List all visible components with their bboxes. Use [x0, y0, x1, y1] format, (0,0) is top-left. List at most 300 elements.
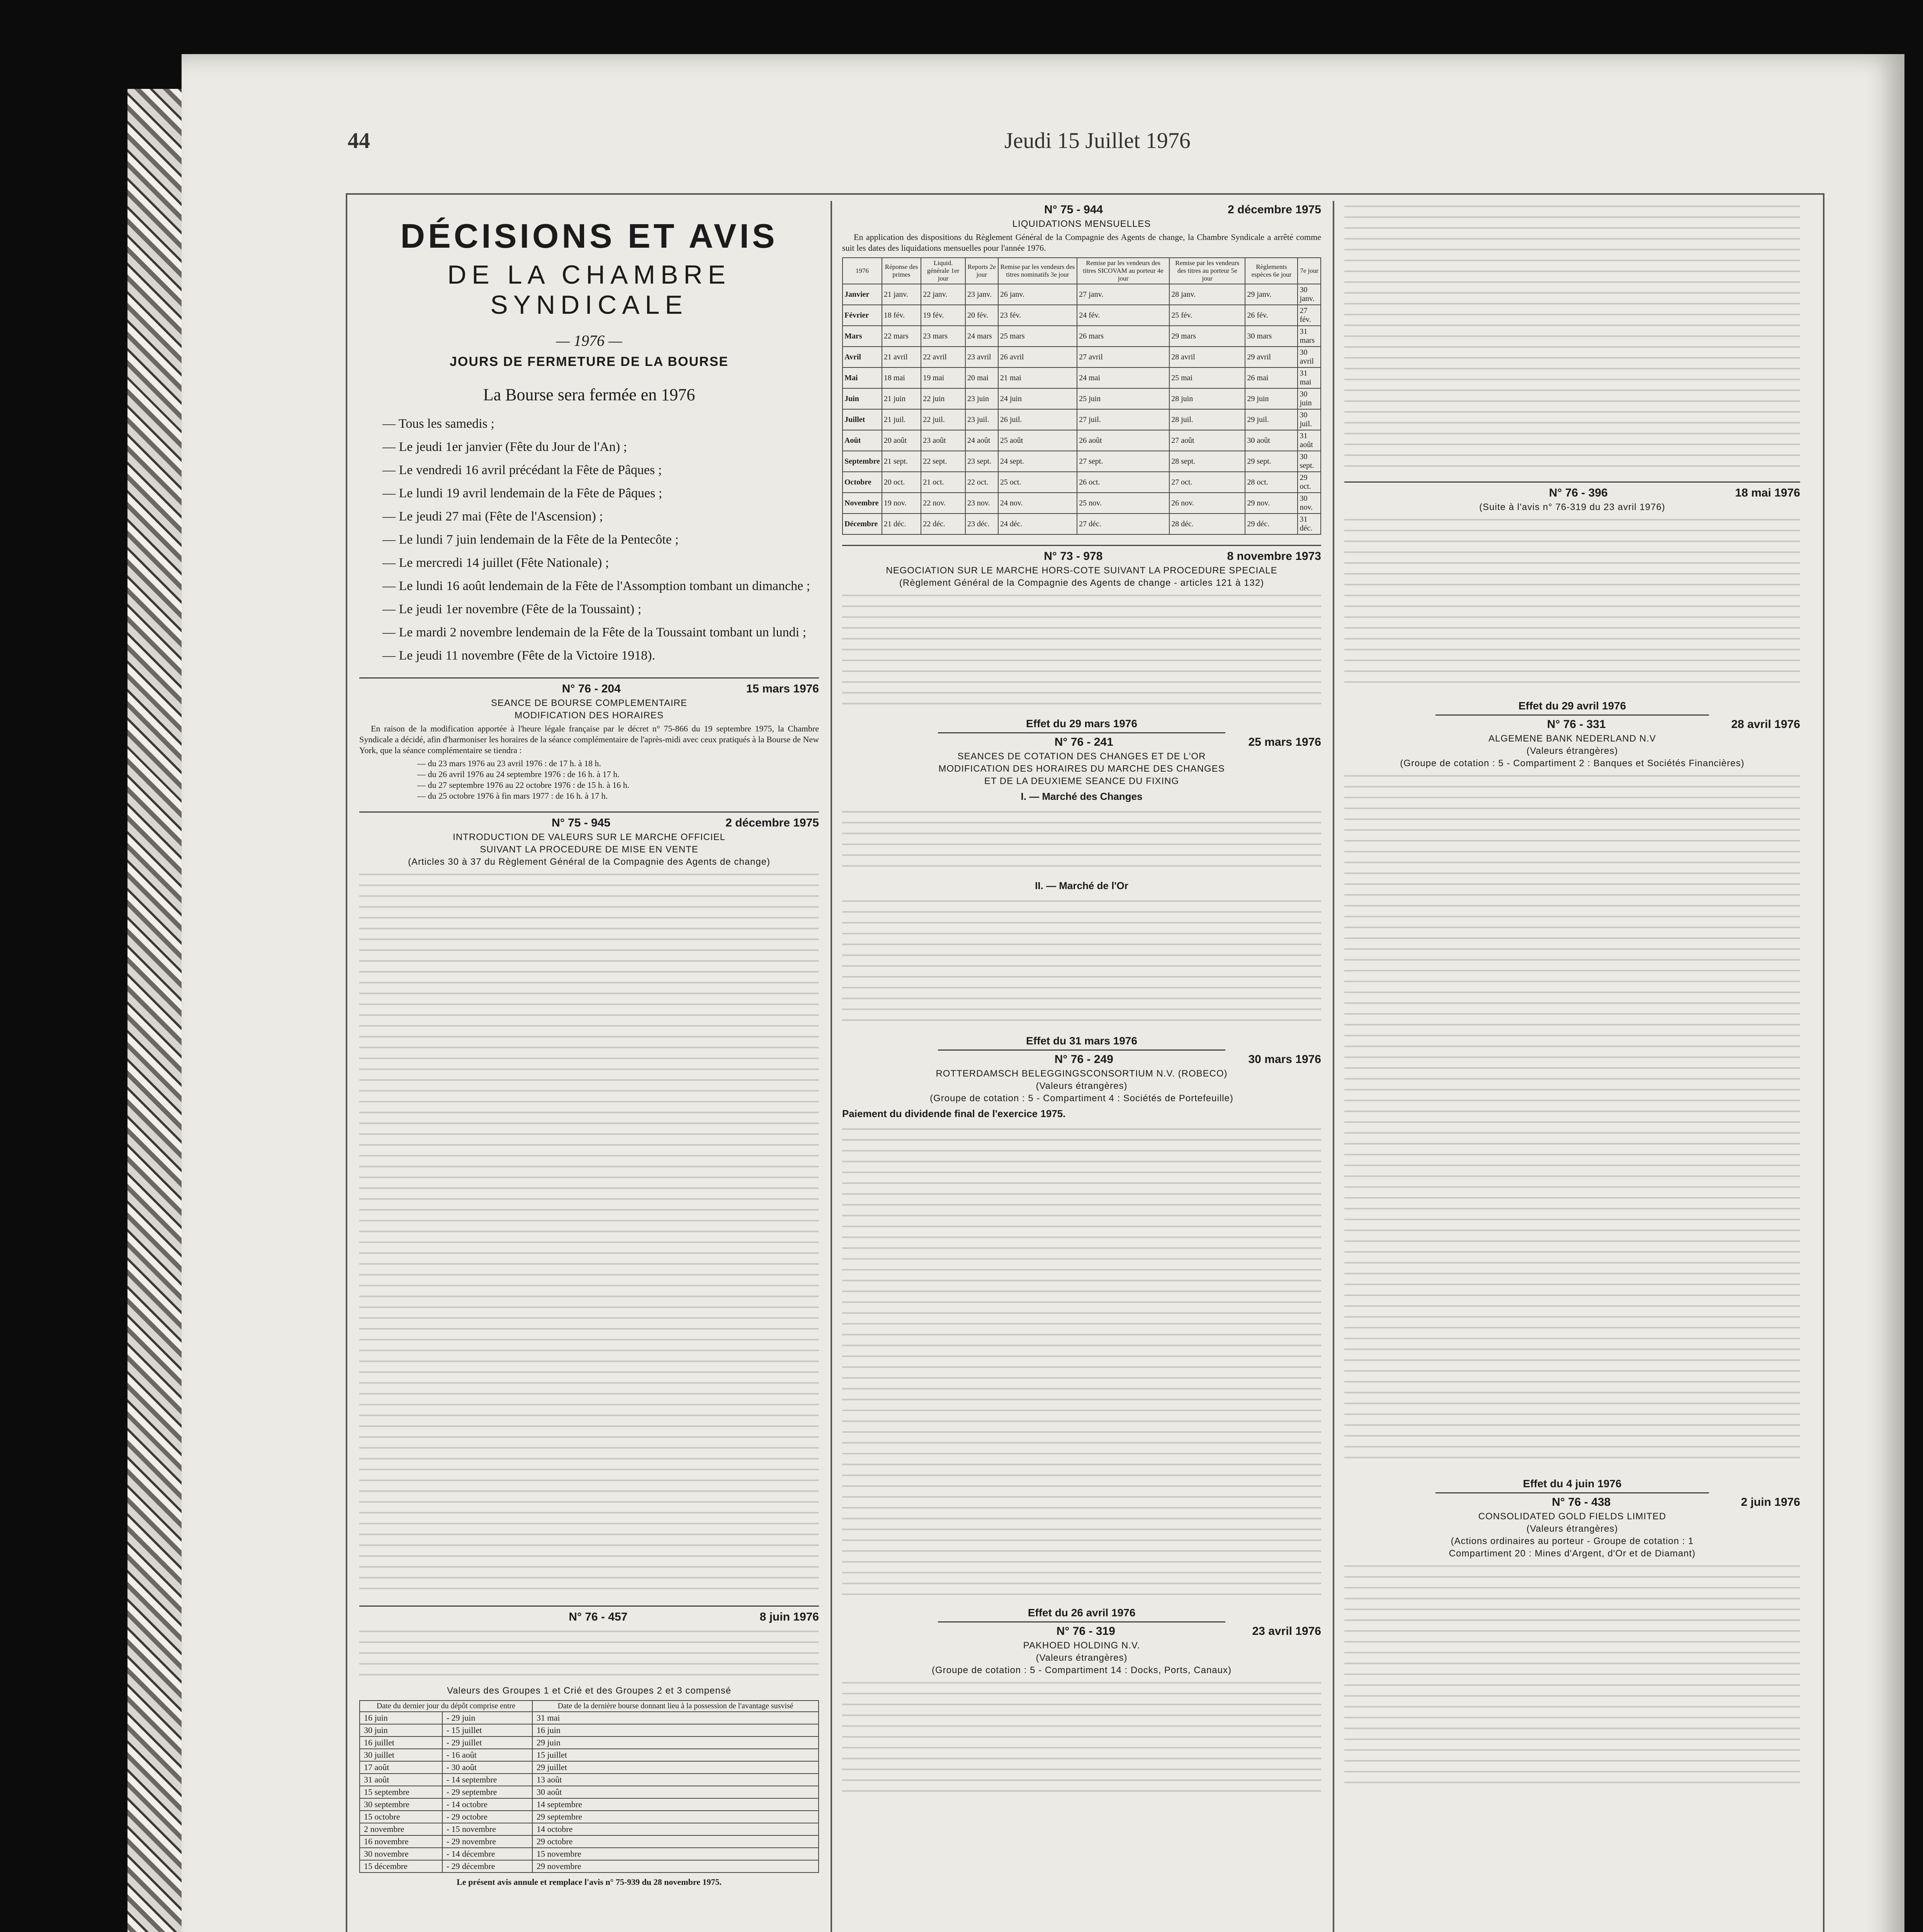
list-item: — Le lundi 19 avril lendemain de la Fête de Pâques ;: [382, 482, 819, 505]
date-cell: 31 mars: [1298, 326, 1321, 347]
notice-heading: [842, 203, 1321, 216]
table-row: [360, 1835, 819, 1848]
notice-title: Compartiment 20 : Mines d'Argent, d'Or et de Diamant): [1449, 1548, 1696, 1559]
table-header: Réponse des primes: [882, 258, 921, 284]
masthead-subtitle: DE LA CHAMBRE SYNDICALE: [447, 260, 731, 320]
table-header: 7e jour: [1298, 258, 1321, 284]
masthead-title: DÉCISIONS ET AVIS: [400, 217, 778, 255]
date-cell: 21 déc.: [882, 514, 921, 534]
list-item: — Le jeudi 1er janvier (Fête du Jour de l'An) ;: [382, 435, 819, 459]
date-cell: 30 mars: [1245, 326, 1298, 347]
month-cell: Mars: [843, 326, 882, 347]
notice-title: (Groupe de cotation : 5 - Compartiment 14 : Docks, Ports, Canaux): [932, 1665, 1232, 1675]
date-cell: 24 mars: [965, 326, 998, 347]
date-cell: 22 déc.: [921, 514, 965, 534]
table-header: Remise par les vendeurs des titres au porteur 5e jour: [1169, 258, 1245, 284]
table-header: Remise par les vendeurs des titres nominatifs 3e jour: [998, 258, 1077, 284]
date-cell: 27 déc.: [1077, 514, 1169, 534]
date-cell: 26 mars: [1077, 326, 1169, 347]
month-cell: Janvier: [843, 284, 882, 305]
list-item: — Tous les samedis ;: [382, 412, 819, 435]
date-cell: 26 mai: [1245, 367, 1298, 388]
date-cell: 22 oct.: [965, 472, 998, 493]
date-cell: 27 sept.: [1077, 451, 1169, 472]
page-header: [348, 128, 1853, 158]
notice-title: SEANCES DE COTATION DES CHANGES ET DE L'OR: [957, 751, 1206, 762]
effect-heading: Effet du 31 mars 1976: [1026, 1035, 1137, 1047]
notice-date: 8 novembre 1973: [1227, 550, 1321, 563]
notice-title: CONSOLIDATED GOLD FIELDS LIMITED: [1478, 1511, 1666, 1522]
notice-date: 23 avril 1976: [1252, 1625, 1321, 1638]
table-row: [843, 347, 1321, 367]
date-cell: 15 septembre: [360, 1786, 442, 1798]
table-row: [843, 388, 1321, 409]
date-cell: 29 mars: [1169, 326, 1245, 347]
table-row: [360, 1749, 819, 1761]
table-row: [360, 1860, 819, 1872]
date-cell: 31 mai: [532, 1712, 819, 1724]
schedule-line: — du 26 avril 1976 au 24 septembre 1976 : de 16 h. à 17 h.: [417, 769, 620, 779]
date-cell: 23 août: [921, 430, 965, 451]
date-cell: 25 mars: [998, 326, 1077, 347]
effect-heading: Effet du 26 avril 1976: [1028, 1607, 1136, 1619]
table-row: [843, 451, 1321, 472]
date-cell: 15 décembre: [360, 1860, 442, 1872]
list-item: — Le lundi 16 août lendemain de la Fête de l'Assomption tombant un dimanche ;: [382, 575, 819, 598]
date-cell: 25 juin: [1077, 388, 1169, 409]
notice-number: N° 76 - 331: [1547, 718, 1606, 731]
table-row: [360, 1786, 819, 1798]
date-cell: 24 déc.: [998, 514, 1077, 534]
notice-heading: [1344, 1496, 1800, 1509]
date-cell: 2 novembre: [360, 1823, 442, 1835]
month-cell: Septembre: [843, 451, 882, 472]
date-cell: 13 août: [532, 1774, 819, 1786]
body-text-block: [1344, 514, 1800, 688]
section-rule: [1435, 1492, 1709, 1493]
date-cell: - 29 octobre: [442, 1811, 532, 1823]
date-cell: 19 mai: [921, 367, 965, 388]
date-cell: 29 septembre: [532, 1811, 819, 1823]
notice-title: (Valeurs étrangères): [1526, 746, 1618, 756]
effect-heading: Effet du 29 avril 1976: [1518, 700, 1626, 712]
date-cell: 21 avril: [882, 347, 921, 367]
date-cell: 30 juin: [360, 1724, 442, 1736]
date-cell: 23 nov.: [965, 493, 998, 514]
notice-title: (Valeurs étrangères): [1036, 1653, 1128, 1663]
date-cell: - 29 juin: [442, 1712, 532, 1724]
notice-date: 8 juin 1976: [759, 1611, 819, 1623]
date-cell: 22 janv.: [921, 284, 965, 305]
notice-footer: Le présent avis annule et remplace l'avis n° 75-939 du 28 novembre 1975.: [457, 1877, 722, 1887]
section-heading: I. — Marché des Changes: [1021, 791, 1143, 802]
date-cell: 19 fév.: [921, 305, 965, 326]
table-row: [360, 1811, 819, 1823]
date-cell: 25 août: [998, 430, 1077, 451]
page-date: Jeudi 15 Juillet 1976: [1004, 128, 1191, 153]
date-cell: 21 oct.: [921, 472, 965, 493]
date-cell: 21 sept.: [882, 451, 921, 472]
date-cell: - 29 septembre: [442, 1786, 532, 1798]
notice-date: 2 juin 1976: [1741, 1496, 1800, 1509]
body-text-block: [842, 806, 1321, 876]
notice-number: N° 76 - 438: [1552, 1496, 1611, 1509]
section-rule: [938, 732, 1225, 733]
date-cell: 29 novembre: [532, 1860, 819, 1872]
liquidation-table: [842, 257, 1321, 535]
notice-number: N° 76 - 396: [1549, 486, 1608, 499]
notice-body: [359, 723, 819, 801]
date-cell: - 14 octobre: [442, 1798, 532, 1811]
date-cell: 20 août: [882, 430, 921, 451]
date-cell: 26 nov.: [1169, 493, 1245, 514]
date-cell: - 14 décembre: [442, 1848, 532, 1860]
month-cell: Octobre: [843, 472, 882, 493]
date-cell: 25 fév.: [1169, 305, 1245, 326]
notice-number: N° 76 - 319: [1056, 1625, 1115, 1638]
column-3: [1344, 201, 1800, 1932]
closures-title: JOURS DE FERMETURE DE LA BOURSE: [450, 354, 729, 369]
body-text-block: [842, 1677, 1321, 1793]
notice-date: 18 mai 1976: [1735, 486, 1800, 499]
table-header: Liquid. générale 1er jour: [921, 258, 965, 284]
column-2: [842, 201, 1321, 1932]
date-cell: 30 juin: [1298, 388, 1321, 409]
date-cell: 23 déc.: [965, 514, 998, 534]
date-cell: 30 avril: [1298, 347, 1321, 367]
date-cell: 27 janv.: [1077, 284, 1169, 305]
notice-title: (Actions ordinaires au porteur - Groupe de cotation : 1: [1451, 1536, 1694, 1546]
table-header: Date du dernier jour du dépôt comprise entre: [360, 1701, 532, 1712]
date-cell: 22 avril: [921, 347, 965, 367]
notice-title: PAKHOED HOLDING N.V.: [1023, 1640, 1140, 1651]
list-item: — Le jeudi 11 novembre (Fête de la Victoire 1918).: [382, 644, 819, 667]
date-cell: 31 août: [360, 1774, 442, 1786]
date-cell: 23 juin: [965, 388, 998, 409]
date-cell: 15 novembre: [532, 1848, 819, 1860]
paragraph: En application des dispositions du Règlement Général de la Compagnie des Agents de change, la Chambre Syndicale a arrêté comme suit les dates des liquidations mensuelles pour l'année 1976.: [842, 232, 1321, 253]
date-cell: 16 juin: [532, 1724, 819, 1736]
notice-body: [842, 232, 1321, 253]
date-cell: 24 août: [965, 430, 998, 451]
date-cell: 31 déc.: [1298, 514, 1321, 534]
section-heading: Paiement du dividende final de l'exercice 1975.: [842, 1108, 1066, 1119]
notice-title: MODIFICATION DES HORAIRES: [515, 710, 664, 721]
date-cell: 28 sept.: [1169, 451, 1245, 472]
list-item: — Le mercredi 14 juillet (Fête Nationale) ;: [382, 551, 819, 575]
notice-number: N° 76 - 457: [569, 1611, 628, 1623]
date-cell: 18 mai: [882, 367, 921, 388]
date-cell: 26 janv.: [998, 284, 1077, 305]
date-cell: 29 sept.: [1245, 451, 1298, 472]
notice-date: 30 mars 1976: [1248, 1053, 1321, 1066]
section-rule: [359, 1605, 819, 1607]
table-row: [843, 493, 1321, 514]
table-row: [360, 1724, 819, 1736]
notice-title: ET DE LA DEUXIEME SEANCE DU FIXING: [984, 776, 1179, 786]
date-cell: 28 avril: [1169, 347, 1245, 367]
table-row: [843, 514, 1321, 534]
date-cell: 29 juil.: [1245, 409, 1298, 430]
date-cell: 29 nov.: [1245, 493, 1298, 514]
notice-heading: [1344, 486, 1800, 500]
book-binding: [127, 89, 182, 1932]
table-row: [843, 284, 1321, 305]
table-caption: Valeurs des Groupes 1 et Crié et des Groupes 2 et 3 compensé: [447, 1685, 731, 1696]
notice-title: MODIFICATION DES HORAIRES DU MARCHE DES CHANGES: [938, 764, 1225, 774]
date-cell: 19 nov.: [882, 493, 921, 514]
date-cell: - 15 novembre: [442, 1823, 532, 1835]
list-item: — Le mardi 2 novembre lendemain de la Fête de la Toussaint tombant un lundi ;: [382, 621, 819, 644]
date-cell: 18 fév.: [882, 305, 921, 326]
date-cell: 21 juil.: [882, 409, 921, 430]
section-rule: [359, 811, 819, 813]
list-item: — Le vendredi 16 avril précédant la Fête de Pâques ;: [382, 459, 819, 482]
date-cell: 23 janv.: [965, 284, 998, 305]
column-divider: [831, 201, 832, 1932]
date-cell: - 29 novembre: [442, 1835, 532, 1848]
page-number: 44: [348, 128, 370, 153]
section-rule: [938, 1049, 1225, 1051]
table-row: [360, 1823, 819, 1835]
date-cell: 30 septembre: [360, 1798, 442, 1811]
date-cell: 29 juin: [1245, 388, 1298, 409]
notice-title: SUIVANT LA PROCEDURE DE MISE EN VENTE: [480, 844, 698, 855]
date-cell: - 14 septembre: [442, 1774, 532, 1786]
date-cell: 26 août: [1077, 430, 1169, 451]
date-cell: 22 sept.: [921, 451, 965, 472]
date-cell: 17 août: [360, 1761, 442, 1774]
notice-title: INTRODUCTION DE VALEURS SUR LE MARCHE OFFICIEL: [453, 832, 725, 842]
date-cell: 30 juil.: [1298, 409, 1321, 430]
notice-title: (Groupe de cotation : 5 - Compartiment 2 : Banques et Sociétés Financières): [1400, 758, 1745, 769]
date-cell: 30 août: [1245, 430, 1298, 451]
month-cell: Avril: [843, 347, 882, 367]
date-cell: 27 oct.: [1169, 472, 1245, 493]
notice-heading: [1344, 718, 1800, 731]
date-cell: 23 sept.: [965, 451, 998, 472]
body-text-block: [842, 590, 1321, 706]
date-cell: 30 nov.: [1298, 493, 1321, 514]
date-cell: 16 juillet: [360, 1736, 442, 1749]
date-cell: 28 oct.: [1245, 472, 1298, 493]
table-row: [843, 305, 1321, 326]
date-cell: - 30 août: [442, 1761, 532, 1774]
table-row: [360, 1774, 819, 1786]
date-cell: 22 mars: [882, 326, 921, 347]
table-row: [360, 1798, 819, 1811]
notice-heading: [842, 550, 1321, 563]
date-cell: 21 janv.: [882, 284, 921, 305]
date-cell: 31 mai: [1298, 367, 1321, 388]
date-cell: - 29 juillet: [442, 1736, 532, 1749]
date-cell: 30 novembre: [360, 1848, 442, 1860]
date-cell: 30 janv.: [1298, 284, 1321, 305]
section-heading: II. — Marché de l'Or: [1035, 880, 1128, 891]
section-rule: [1435, 714, 1709, 716]
register-table: [359, 1700, 819, 1873]
date-cell: 21 mai: [998, 367, 1077, 388]
date-cell: 27 avril: [1077, 347, 1169, 367]
list-item: — Le jeudi 27 mai (Fête de l'Ascension) ;: [382, 505, 819, 528]
table-header: 1976: [843, 258, 882, 284]
date-cell: 29 juin: [532, 1736, 819, 1749]
table-header: Règlements espèces 6e jour: [1245, 258, 1298, 284]
notice-heading: [842, 736, 1321, 749]
table-header: Date de la dernière bourse donnant lieu à la possession de l'avantage susvisé: [532, 1701, 819, 1712]
date-cell: 24 mai: [1077, 367, 1169, 388]
notice-date: 2 décembre 1975: [725, 816, 819, 829]
paragraph: En raison de la modification apportée à l'heure légale française par le décret n° 75-866 du 19 septembre 1975, la Chambre Syndicale a décidé, afin d'harmoniser les horaires de la séance complémentaire de l'après-midi avec ceux pratiqués à la Bourse de New York, que la séance complémentaire se tiendra :: [359, 724, 819, 755]
notice-number: N° 75 - 944: [1044, 203, 1103, 216]
notice-title: NEGOCIATION SUR LE MARCHE HORS-COTE SUIVANT LA PROCEDURE SPECIALE: [886, 565, 1277, 576]
table-row: [360, 1736, 819, 1749]
date-cell: 20 mai: [965, 367, 998, 388]
date-cell: 25 nov.: [1077, 493, 1169, 514]
notice-number: N° 76 - 241: [1054, 736, 1113, 748]
date-cell: 26 oct.: [1077, 472, 1169, 493]
column-divider: [1333, 201, 1334, 1932]
body-text-block: [842, 896, 1321, 1023]
notice-title: (Groupe de cotation : 5 - Compartiment 4 : Sociétés de Portefeuille): [930, 1093, 1233, 1104]
date-cell: 30 juillet: [360, 1749, 442, 1761]
notice-heading: [359, 682, 819, 696]
notice-title: ROTTERDAMSCH BELEGGINGSCONSORTIUM N.V. (ROBECO): [936, 1068, 1228, 1079]
closure-days-list: [359, 412, 819, 667]
notice-number: N° 75 - 945: [552, 816, 611, 829]
notice-title: (Valeurs étrangères): [1036, 1081, 1128, 1091]
date-cell: 23 avril: [965, 347, 998, 367]
date-cell: 27 juil.: [1077, 409, 1169, 430]
notice-title: LIQUIDATIONS MENSUELLES: [1012, 219, 1151, 229]
body-text-block: [359, 869, 819, 1595]
date-cell: 15 juillet: [532, 1749, 819, 1761]
date-cell: 26 juil.: [998, 409, 1077, 430]
date-cell: 22 juin: [921, 388, 965, 409]
effect-heading: Effet du 4 juin 1976: [1523, 1478, 1622, 1490]
date-cell: 16 novembre: [360, 1835, 442, 1848]
notice-title: (Suite à l'avis n° 76-319 du 23 avril 1976): [1479, 502, 1665, 512]
date-cell: 24 sept.: [998, 451, 1077, 472]
month-cell: Novembre: [843, 493, 882, 514]
date-cell: 14 octobre: [532, 1823, 819, 1835]
date-cell: 25 oct.: [998, 472, 1077, 493]
date-cell: 30 août: [532, 1786, 819, 1798]
date-cell: 26 fév.: [1245, 305, 1298, 326]
month-cell: Mai: [843, 367, 882, 388]
date-cell: 29 juillet: [532, 1761, 819, 1774]
date-cell: 29 avril: [1245, 347, 1298, 367]
month-cell: Décembre: [843, 514, 882, 534]
notice-date: 15 mars 1976: [746, 682, 819, 695]
date-cell: 23 juil.: [965, 409, 998, 430]
body-text-block: [359, 1626, 819, 1684]
table-row: [843, 472, 1321, 493]
date-cell: 23 fév.: [998, 305, 1077, 326]
table-row: [360, 1848, 819, 1860]
table-header: Remise par les vendeurs des titres SICOVAM au porteur 4e jour: [1077, 258, 1169, 284]
date-cell: 29 janv.: [1245, 284, 1298, 305]
notice-heading: [842, 1625, 1321, 1638]
month-cell: Août: [843, 430, 882, 451]
date-cell: 28 juin: [1169, 388, 1245, 409]
notice-title: (Articles 30 à 37 du Règlement Général de la Compagnie des Agents de change): [408, 857, 770, 867]
notice-date: 28 avril 1976: [1731, 718, 1800, 731]
notice-heading: [842, 1053, 1321, 1066]
date-cell: - 29 décembre: [442, 1860, 532, 1872]
effect-heading: Effet du 29 mars 1976: [1026, 718, 1137, 730]
body-text-block: [1344, 201, 1800, 471]
table-row: [843, 409, 1321, 430]
body-text-block: [842, 1124, 1321, 1595]
date-cell: - 15 juillet: [442, 1724, 532, 1736]
month-cell: Juillet: [843, 409, 882, 430]
date-cell: 24 nov.: [998, 493, 1077, 514]
notice-number: N° 76 - 249: [1054, 1053, 1113, 1066]
date-cell: 26 avril: [998, 347, 1077, 367]
body-text-block: [1344, 770, 1800, 1466]
date-cell: - 16 août: [442, 1749, 532, 1761]
date-cell: 28 janv.: [1169, 284, 1245, 305]
schedule-line: — du 27 septembre 1976 au 22 octobre 1976 : de 15 h. à 16 h.: [417, 780, 630, 790]
list-item: — Le lundi 7 juin lendemain de la Fête de la Pentecôte ;: [382, 528, 819, 551]
body-text-block: [1344, 1561, 1800, 1793]
date-cell: 22 juil.: [921, 409, 965, 430]
date-cell: 28 déc.: [1169, 514, 1245, 534]
notice-number: N° 76 - 204: [562, 682, 621, 695]
date-cell: 29 déc.: [1245, 514, 1298, 534]
date-cell: 27 fév.: [1298, 305, 1321, 326]
notice-title: SEANCE DE BOURSE COMPLEMENTAIRE: [491, 698, 687, 708]
month-cell: Février: [843, 305, 882, 326]
schedule-line: — du 25 octobre 1976 à fin mars 1977 : de 16 h. à 17 h.: [417, 791, 608, 801]
section-rule: [842, 545, 1321, 546]
table-row: [843, 430, 1321, 451]
notice-heading: [359, 1611, 819, 1624]
date-cell: 28 juil.: [1169, 409, 1245, 430]
date-cell: 22 nov.: [921, 493, 965, 514]
section-rule: [938, 1621, 1225, 1622]
notice-title: ALGEMENE BANK NEDERLAND N.V: [1488, 733, 1656, 744]
date-cell: 21 juin: [882, 388, 921, 409]
date-cell: 20 oct.: [882, 472, 921, 493]
closures-subtitle: La Bourse sera fermée en 1976: [483, 385, 695, 404]
date-cell: 14 septembre: [532, 1798, 819, 1811]
notice-number: N° 73 - 978: [1044, 550, 1103, 563]
closures-year: — 1976 —: [556, 332, 622, 349]
date-cell: 25 mai: [1169, 367, 1245, 388]
notice-date: 25 mars 1976: [1248, 736, 1321, 748]
date-cell: 16 juin: [360, 1712, 442, 1724]
date-cell: 29 octobre: [532, 1835, 819, 1848]
date-cell: 23 mars: [921, 326, 965, 347]
date-cell: 24 juin: [998, 388, 1077, 409]
date-cell: 15 octobre: [360, 1811, 442, 1823]
schedule-line: — du 23 mars 1976 au 23 avril 1976 : de 17 h. à 18 h.: [417, 759, 601, 768]
date-cell: 31 août: [1298, 430, 1321, 451]
table-row: [360, 1761, 819, 1774]
section-rule: [359, 677, 819, 679]
notice-heading: [359, 816, 819, 830]
column-1: [359, 201, 819, 1932]
table-row: [843, 367, 1321, 388]
table-row: [843, 326, 1321, 347]
date-cell: 30 sept.: [1298, 451, 1321, 472]
date-cell: 20 fév.: [965, 305, 998, 326]
list-item: — Le jeudi 1er novembre (Fête de la Toussaint) ;: [382, 598, 819, 621]
date-cell: 29 oct.: [1298, 472, 1321, 493]
section-rule: [1344, 481, 1800, 483]
